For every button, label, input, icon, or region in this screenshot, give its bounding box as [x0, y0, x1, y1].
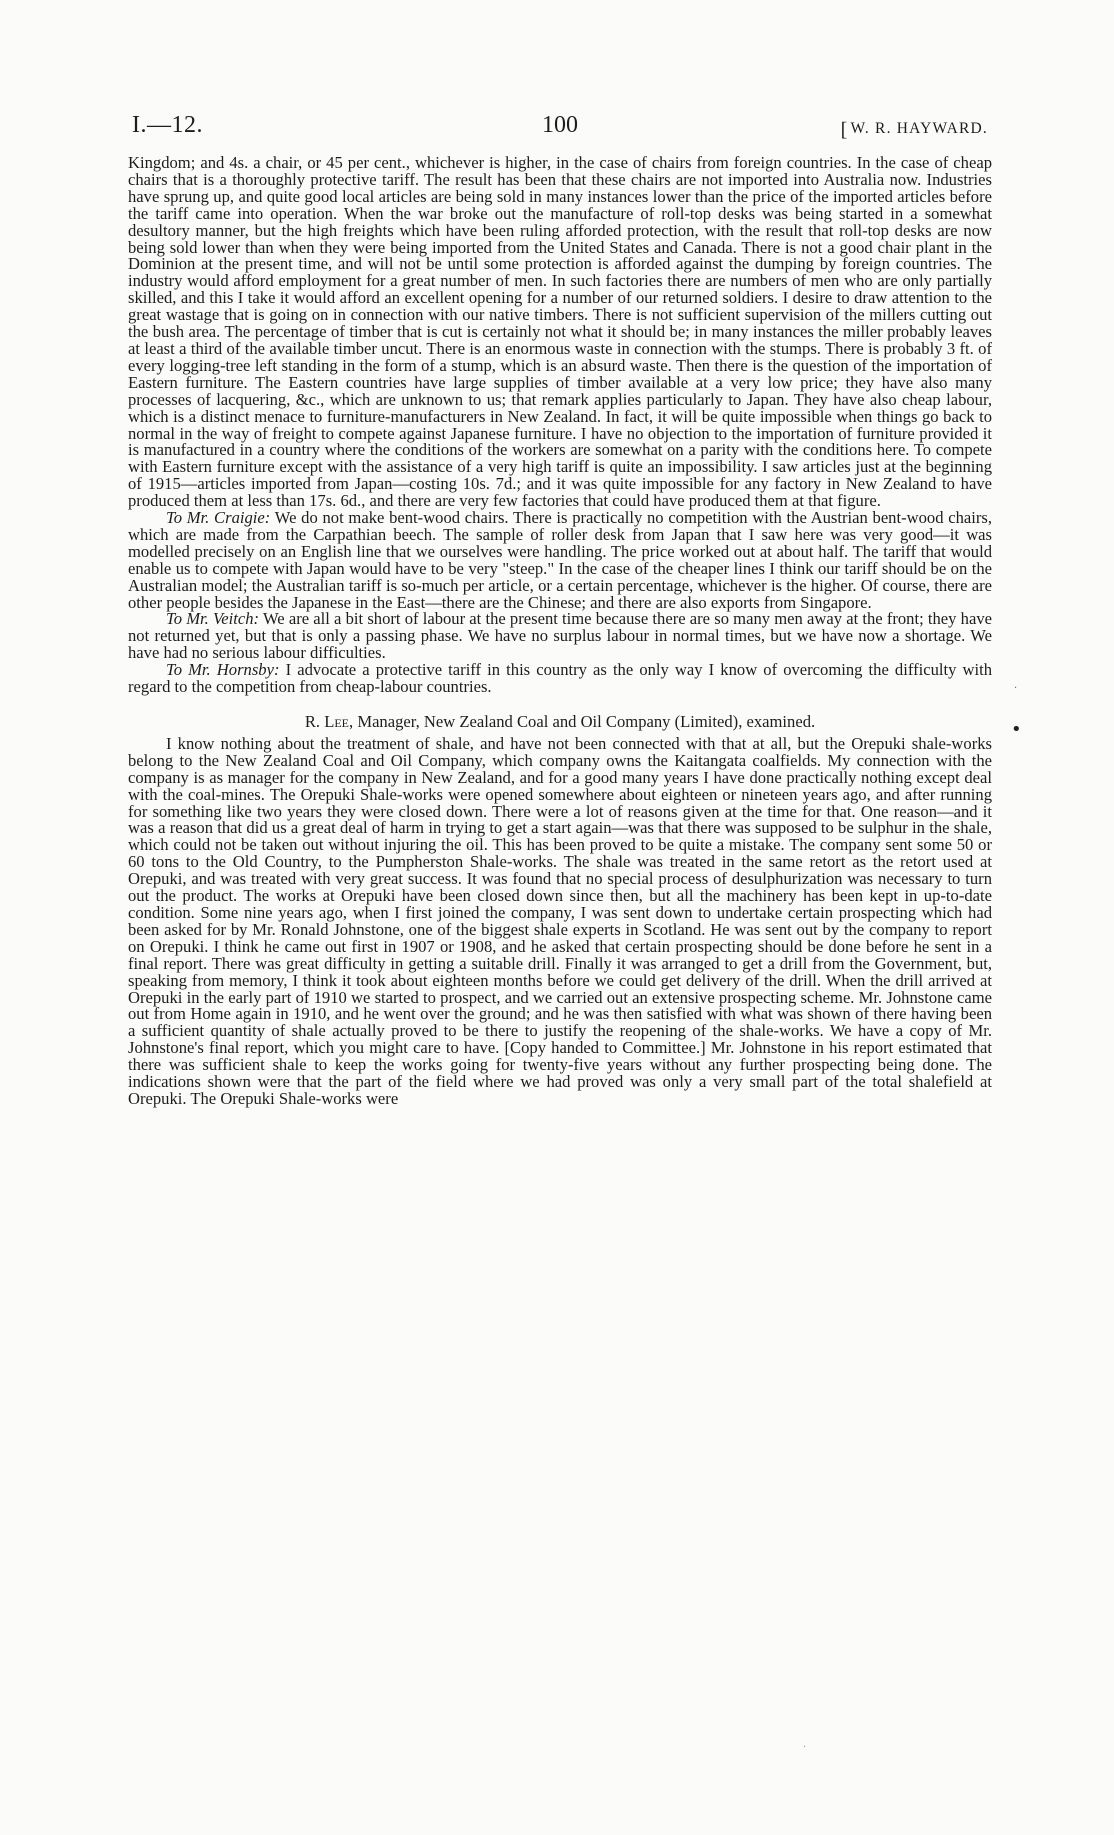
witness-description: , Manager, New Zealand Coal and Oil Company (Limited), examined. — [349, 712, 816, 731]
questioner-label: To Mr. Veitch: — [166, 609, 260, 629]
scan-speck: · — [803, 1742, 807, 1753]
document-reference: I.—12. — [132, 112, 203, 138]
paragraph — [128, 611, 992, 662]
page-number: 100 — [542, 112, 578, 138]
witness-name — [841, 116, 988, 139]
paragraph — [128, 662, 992, 696]
paragraph: Kingdom; and 4s. a chair, or 45 per cent., whichever is higher, in the case of chairs from foreign countries. In the case of cheap chairs that is a thoroughly protective tariff. The result has been that these chairs are not imported into Australia now. Industries have sprung up, and quite good local articles are being sold in many instances lower than the price of the imported articles before the tariff came into operation. When the war broke out the manufacture of roll-top desks was being started in a somewhat desultory manner, but the high freights which have been ruling afforded protection, with the result that roll-top desks are now being sold lower than when they were being imported from the United States and Canada. There is not a good chair plant in the Dominion at the present time, and will not be until some protection is afforded against the dumping by foreign countries. The industry would afford employment for a great number of men. In such factories there are numbers of men who are only partially skilled, and this I take it would afford an excellent opening for a number of our returned soldiers. I desire to draw attention to the great wastage that is going on in connection with our native timbers. There is not sufficient supervision of the millers cutting out the bush area. The percentage of timber that is cut is certainly not what it should be; in many instances the miller probably leaves at least a third of the available timber uncut. There is an enormous waste in connection with the stumps. There is probably 3 ft. of every logging-tree left standing in the form of a stump, which is an absurd waste. Then there is the question of the importation of Eastern furniture. The Eastern countries have large supplies of timber available at a very low price; they have also many processes of lacquering, &c., which are unknown to us; that remark applies particularly to Japan. They have also cheap labour, which is a distinct menace to furniture-manufacturers in New Zealand. In fact, it will be quite impossible when things go back to normal in the way of freight to compete against Japanese furniture. I have no objection to the importation of furniture provided it is manufactured in a country where the conditions of the workers are somewhat on a parity with the conditions here. To compete with Eastern furniture except with the assistance of a very high tariff is quite an impossibility. I saw articles just at the beginning of 1915—articles imported from Japan—costing 10s. 7d.; and it was quite impossible for any factory in New Zealand to have produced them at less than 17s. 6d., and there are very few factories that could have produced them at that figure. — [128, 153, 992, 511]
document-body — [128, 155, 992, 1108]
questioner-label: To Mr. Hornsby: — [166, 660, 280, 680]
paragraph: I know nothing about the treatment of shale, and have not been connected with that at all, but the Orepuki shale-works belong to the New Zealand Coal and Oil Company, which company owns the Kaitangata coalfields. My connection with the company is as manager for the company in New Zealand, and for a good many years I have done practically nothing except deal with the coal-mines. The Orepuki Shale-works were opened somewhere about eighteen or nineteen years ago, and after running for something like two years they were closed down. There were a lot of reasons given at the time for that. One reason—and it was a reason that did us a great deal of harm in trying to get a start again—was that there was supposed to be sulphur in the shale, which could not be taken out without injuring the oil. This has been proved to be quite a mistake. The company sent some 50 or 60 tons to the Old Country, to the Pumpherston Shale-works. The shale was treated in the same retort as the retort used at Orepuki, and was treated with very great success. It was found that no special process of desulphurization was necessary to turn out the product. The works at Orepuki have been closed down since then, but all the machinery has been kept in up-to-date condition. Some nine years ago, when I first joined the company, I was sent down to undertake certain prospecting which had been asked for by Mr. Ronald Johnstone, one of the biggest shale experts in Scotland. He was sent out by the company to report on Orepuki. I think he came out first in 1907 or 1908, and he asked that certain prospecting should be done before he sent in a final report. There was great difficulty in getting a suitable drill. Finally it was arranged to get a drill from the Government, but, speaking from memory, I think it took about eighteen months before we could get delivery of the drill. When the drill arrived at Orepuki in the early part of 1910 we started to prospect, and we carried out an extensive prospecting scheme. Mr. Johnstone came out from Home again in 1910, and he went over the ground; and he was then satisfied with what was shown of there having been a sufficient quantity of shale actually proved to be there to justify the reopening of the shale-works. We have a copy of Mr. Johnstone's final report, which you might care to have. [Copy handed to Committee.] Mr. Johnstone in his report estimated that there was sufficient shale to keep the works going for twenty-five years without any further prospecting being done. The indications shown were that the part of the field where we had proved was only a very small part of the total shalefield at Orepuki. The Orepuki Shale-works were — [128, 733, 992, 1108]
witness-name-text: W. R. HAYWARD. — [850, 120, 988, 137]
scan-speck: · — [1014, 683, 1018, 694]
scan-speck: • — [1011, 719, 1022, 740]
paragraph — [128, 510, 992, 611]
witness-surname: Lee — [324, 712, 350, 731]
witness-initial: R. — [304, 712, 321, 731]
paragraph-text: We do not make bent-wood chairs. There is practically no competition with the Austrian bent-wood chairs, which are made from the Carpathian beech. The sample of roller desk from Japan that I saw here was very good—it was modelled precisely on an English line that we ourselves were handling. The price worked out at about half. The tariff that would enable us to compete with Japan would have to be very "steep." In the case of the cheaper lines I think our tariff should be on the Australian model; the Australian tariff is so-much per article, or a certain percentage, whichever is the higher. Of course, there are other people besides the Japanese in the East—there are the Chinese; and there are also exports from Singapore. — [128, 508, 992, 612]
section-heading — [128, 714, 992, 731]
paragraph-text: I advocate a protective tariff in this country as the only way I know of overcoming the difficulty with regard to the competition from cheap-labour countries. — [128, 660, 992, 697]
page-header — [132, 112, 988, 142]
questioner-label: To Mr. Craigie: — [166, 508, 271, 528]
paragraph-text: We are all a bit short of labour at the present time because there are so many men away at the front; they have not returned yet, but that is only a passing phase. We have no surplus labour in normal times, but we have now a shortage. We have had no serious labour difficulties. — [128, 609, 992, 663]
header-bracket: [ — [840, 119, 849, 141]
